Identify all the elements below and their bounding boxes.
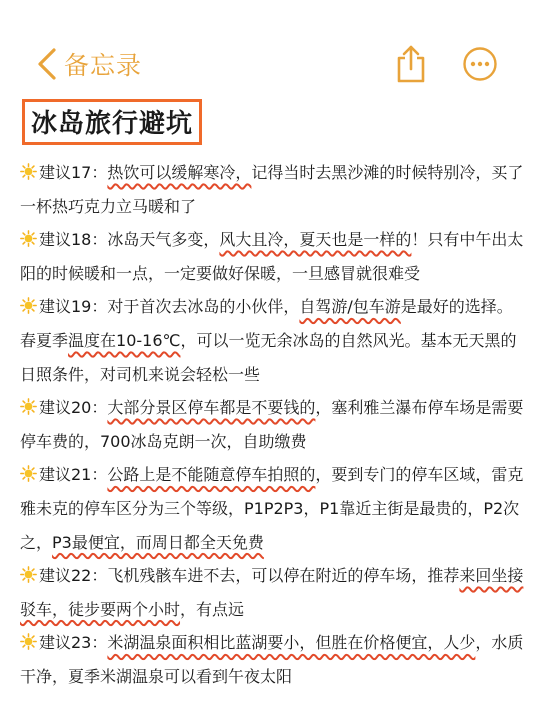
share-icon[interactable] [394, 44, 428, 84]
tip-item [20, 458, 525, 559]
tip-highlight-text: 自驾游/包车游 [299, 297, 401, 317]
tip-text: ！只有中午出太阳的时候暖和一点，一定要做好保暖，一旦感冒就很难受 [20, 230, 524, 283]
tip-text: ，有点远 [180, 599, 245, 619]
chevron-left-icon [36, 47, 58, 81]
tip-item [20, 391, 525, 458]
tip-label: 建议23： [39, 633, 108, 653]
tip-item [20, 626, 525, 693]
tip-item [20, 559, 525, 626]
sun-icon [20, 561, 37, 578]
tip-label: 建议21： [39, 465, 108, 485]
tip-text: 对于首次去冰岛的小伙伴， [107, 297, 300, 317]
tip-highlight-text: 温度在10-16℃ [68, 330, 181, 350]
back-label: 备忘录 [64, 51, 143, 80]
tip-label: 建议18： [39, 230, 108, 250]
sun-icon [20, 393, 37, 410]
tip-text: ，要到专门的停车区域，雷克雅未克的停车区分为三个等级，P1P2P3，P1靠近主街是最贵的，P2次之， [20, 465, 524, 552]
sun-icon [20, 158, 37, 175]
tip-highlight-text: 公路上是不能随意停车拍照的 [107, 465, 316, 485]
tip-item [20, 156, 525, 223]
tip-highlight-text: P3最便宜，而周日都全天免费 [52, 532, 264, 552]
tip-text: ，水质干净，夏季米湖温泉可以看到午夜太阳 [20, 633, 524, 686]
nav-bar [0, 0, 540, 100]
sun-icon [20, 628, 37, 645]
tip-text: ，塞利雅兰瀑布停车场是需要停车费的，700冰岛克朗一次，自助缴费 [20, 398, 524, 451]
note-title: 冰岛旅行避坑 [22, 99, 202, 145]
tip-label: 建议22： [39, 566, 108, 586]
tip-item [20, 223, 525, 290]
tip-text: ，可以一览无余冰岛的自然风光。基本无天黑的日照条件，对司机来说会轻松一些 [20, 330, 517, 384]
tip-highlight-text: 热饮可以缓解寒冷， [107, 163, 252, 182]
tip-text: 记得当时去黑沙滩的时候特别冷，买了一杯热巧克力立马暖和了 [20, 163, 524, 216]
tip-highlight-text: 来回坐接驳车，徒步要两个小时 [20, 566, 524, 619]
tip-highlight-text: 大部分景区停车都是不要钱的 [107, 398, 316, 418]
tip-item [20, 290, 525, 391]
tip-text: 是最好的选择。春夏季 [20, 297, 513, 350]
more-icon[interactable] [462, 46, 498, 82]
sun-icon [20, 225, 37, 242]
tip-text: 冰岛天气多变， [107, 230, 220, 250]
tip-label: 建议20： [39, 398, 108, 418]
tip-text: 飞机残骸车进不去，可以停在附近的停车场，推荐 [107, 566, 460, 586]
tip-highlight-text: 米湖温泉面积相比蓝湖要小，但胜在价格便宜，人少 [107, 633, 476, 653]
back-button[interactable] [36, 46, 142, 82]
tip-highlight-text: 风大且冷，夏天也是一样的 [219, 230, 412, 250]
sun-icon [20, 460, 37, 477]
note-body [20, 156, 525, 694]
tip-label: 建议17： [39, 163, 108, 182]
sun-icon [20, 292, 37, 309]
tip-label: 建议19： [39, 297, 108, 317]
